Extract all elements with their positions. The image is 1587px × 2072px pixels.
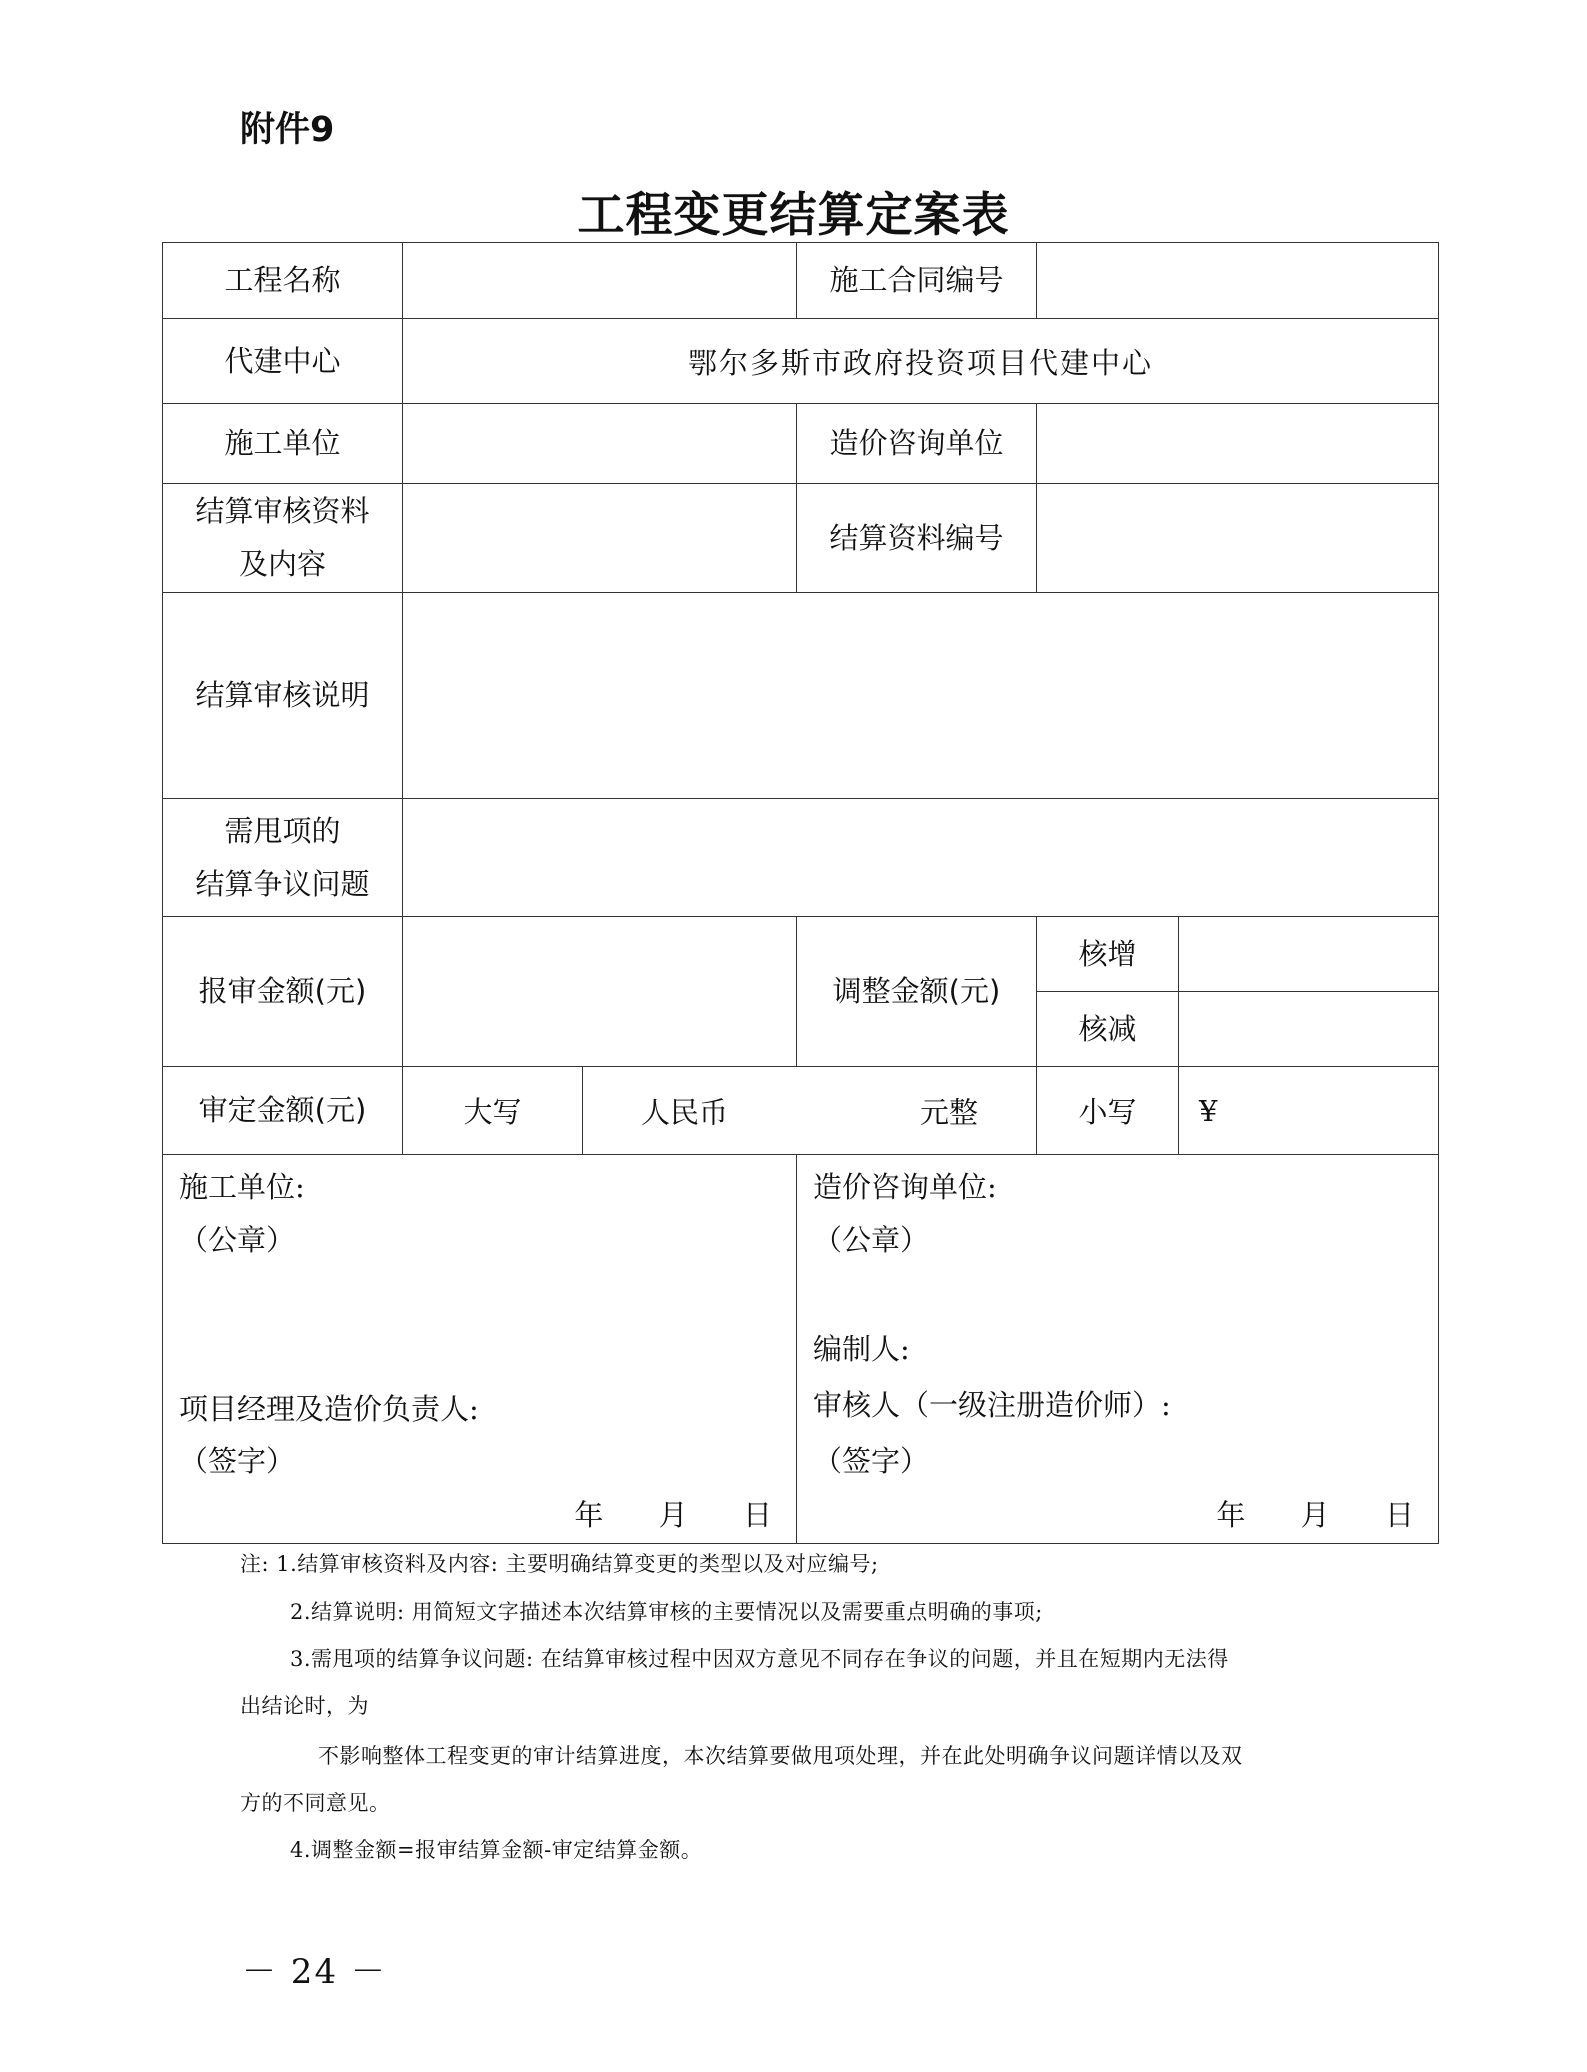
- project-name-label: 工程名称: [163, 243, 403, 319]
- lowercase-label: 小写: [1037, 1067, 1179, 1155]
- yen-symbol: ¥: [1199, 1093, 1218, 1128]
- row-signatures: [163, 1155, 1439, 1544]
- dispute-label: [163, 799, 403, 917]
- row-dispute: [163, 799, 1439, 917]
- note-line-1: 注: 1.结算审核资料及内容: 主要明确结算变更的类型以及对应编号;: [240, 1552, 879, 1576]
- row-amount-increase: [163, 917, 1439, 992]
- material-no-field[interactable]: [1037, 484, 1439, 593]
- sig-left-sign-label: （签字）: [179, 1444, 296, 1478]
- yuan-label: 元整: [919, 1095, 978, 1129]
- construction-signature-block[interactable]: [163, 1155, 797, 1544]
- sig-left-seal-label: （公章）: [179, 1223, 296, 1257]
- cost-consult-label: 造价咨询单位: [797, 404, 1037, 484]
- row-construction-unit: [163, 404, 1439, 484]
- row-review-material: [163, 484, 1439, 593]
- row-review-desc: [163, 593, 1439, 799]
- sig-right-sign-label: （签字）: [813, 1444, 930, 1478]
- dispute-label-line1: 需甩项的: [224, 813, 341, 848]
- form-title: 工程变更结算定案表: [577, 188, 1010, 243]
- construction-unit-label: 施工单位: [163, 404, 403, 484]
- review-material-field[interactable]: [403, 484, 797, 593]
- submitted-amount-label: 报审金额(元): [163, 917, 403, 1067]
- review-desc-field[interactable]: [403, 593, 1439, 799]
- dispute-label-line2: 结算争议问题: [195, 866, 370, 901]
- sig-right-compiler-label: 编制人:: [813, 1332, 910, 1366]
- sig-left-date: 年 月 日: [574, 1498, 772, 1532]
- row-agent-center: [163, 319, 1439, 404]
- increase-label: 核增: [1037, 917, 1179, 992]
- note-line-7: 4.调整金额=报审结算金额-审定结算金额。: [290, 1838, 703, 1862]
- note-line-5: 不影响整体工程变更的审计结算进度，本次结算要做甩项处理，并在此处明确争议问题详情以及双: [318, 1744, 1243, 1768]
- review-material-label: [163, 484, 403, 593]
- sig-right-unit-label: 造价咨询单位:: [813, 1170, 997, 1204]
- note-line-4: 出结论时，为: [240, 1694, 369, 1718]
- review-material-label-line1: 结算审核资料: [195, 494, 370, 528]
- note-line-3: 3.需甩项的结算争议问题: 在结算审核过程中因双方意见不同存在争议的问题，并且在短期内无法得: [290, 1647, 1229, 1671]
- contract-no-field[interactable]: [1037, 243, 1439, 319]
- sig-right-reviewer-label: 审核人（一级注册造价师）:: [813, 1388, 1171, 1422]
- sig-left-unit-label: 施工单位:: [179, 1170, 305, 1204]
- consultant-signature-block[interactable]: [797, 1155, 1439, 1544]
- review-material-label-line2: 及内容: [238, 547, 326, 581]
- increase-field[interactable]: [1179, 917, 1439, 992]
- cost-consult-field[interactable]: [1037, 404, 1439, 484]
- uppercase-amount-field[interactable]: [583, 1067, 1037, 1155]
- approved-amount-label: 审定金额(元): [163, 1067, 403, 1155]
- material-no-label: 结算资料编号: [797, 484, 1037, 593]
- row-project-name: [163, 243, 1439, 319]
- agent-center-label: 代建中心: [163, 319, 403, 404]
- note-line-6: 方的不同意见。: [240, 1791, 391, 1815]
- review-desc-label: 结算审核说明: [163, 593, 403, 799]
- page-number: － 24 －: [242, 1952, 387, 1992]
- contract-no-label: 施工合同编号: [797, 243, 1037, 319]
- submitted-amount-field[interactable]: [403, 917, 797, 1067]
- project-name-field[interactable]: [403, 243, 797, 319]
- construction-unit-field[interactable]: [403, 404, 797, 484]
- sig-right-seal-label: （公章）: [813, 1223, 930, 1257]
- rmb-label: 人民币: [641, 1095, 729, 1129]
- lowercase-amount-field[interactable]: [1179, 1067, 1439, 1155]
- settlement-form-table: [162, 242, 1439, 1544]
- sig-left-manager-label: 项目经理及造价负责人:: [179, 1392, 479, 1426]
- sig-right-date: 年 月 日: [1216, 1498, 1414, 1532]
- agent-center-value[interactable]: 鄂尔多斯市政府投资项目代建中心: [403, 319, 1439, 404]
- decrease-field[interactable]: [1179, 992, 1439, 1067]
- dispute-field[interactable]: [403, 799, 1439, 917]
- decrease-label: 核减: [1037, 992, 1179, 1067]
- row-approved-amount: [163, 1067, 1439, 1155]
- adjust-amount-label: 调整金额(元): [797, 917, 1037, 1067]
- uppercase-label: 大写: [403, 1067, 583, 1155]
- attachment-label: 附件9: [240, 110, 335, 150]
- note-line-2: 2.结算说明: 用简短文字描述本次结算审核的主要情况以及需要重点明确的事项;: [290, 1600, 1043, 1624]
